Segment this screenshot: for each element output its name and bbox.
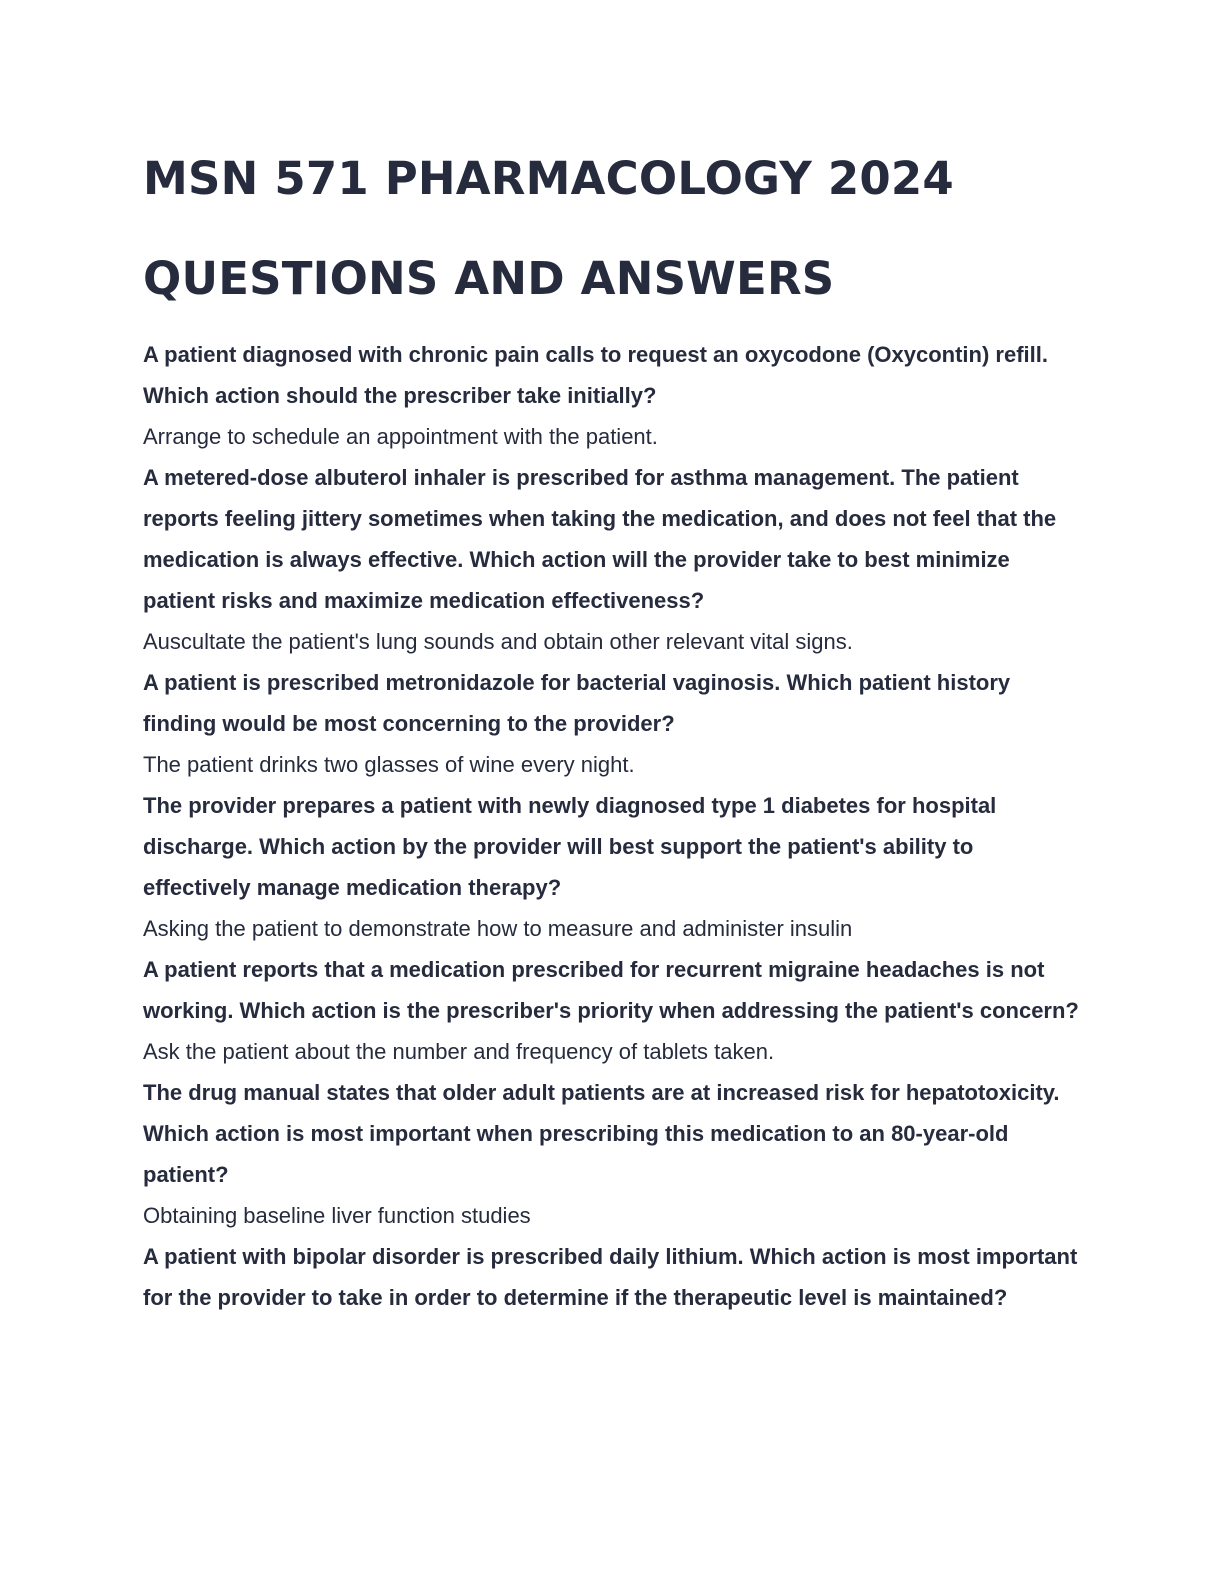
qa-list <box>143 334 1083 1318</box>
answer-2: Auscultate the patient's lung sounds and obtain other relevant vital signs. <box>143 629 853 654</box>
answer-4: Asking the patient to demonstrate how to measure and administer insulin <box>143 916 853 941</box>
question-4: The provider prepares a patient with newly diagnosed type 1 diabetes for hospital discharge. Which action by the provider will best support the patient's ability to effectively manage medication therapy? <box>143 793 997 900</box>
question-5: A patient reports that a medication prescribed for recurrent migraine headaches is not working. Which action is the prescriber's priority when addressing the patient's concern? <box>143 957 1079 1023</box>
question-6: The drug manual states that older adult patients are at increased risk for hepatotoxicity. Which action is most important when prescribing this medication to an 80-year-old patient? <box>143 1080 1060 1187</box>
document-title-line-1: MSN 571 PHARMACOLOGY 2024 <box>143 152 954 205</box>
question-2: A metered-dose albuterol inhaler is prescribed for asthma management. The patient reports feeling jittery sometimes when taking the medication, and does not feel that the medication is always effective. Which action will the provider take to best minimize patient risks and maximize medication effectiveness? <box>143 465 1057 613</box>
answer-6: Obtaining baseline liver function studies <box>143 1203 531 1228</box>
document-content <box>143 140 1083 1318</box>
question-1: A patient diagnosed with chronic pain calls to request an oxycodone (Oxycontin) refill. Which action should the prescriber take initially? <box>143 342 1048 408</box>
question-7: A patient with bipolar disorder is prescribed daily lithium. Which action is most important for the provider to take in order to determine if the therapeutic level is maintained? <box>143 1244 1078 1310</box>
answer-1: Arrange to schedule an appointment with the patient. <box>143 424 658 449</box>
document-title-line-2: QUESTIONS AND ANSWERS <box>143 252 835 305</box>
question-3: A patient is prescribed metronidazole for bacterial vaginosis. Which patient history finding would be most concerning to the provider? <box>143 670 1011 736</box>
answer-3: The patient drinks two glasses of wine every night. <box>143 752 635 777</box>
answer-5: Ask the patient about the number and frequency of tablets taken. <box>143 1039 775 1064</box>
